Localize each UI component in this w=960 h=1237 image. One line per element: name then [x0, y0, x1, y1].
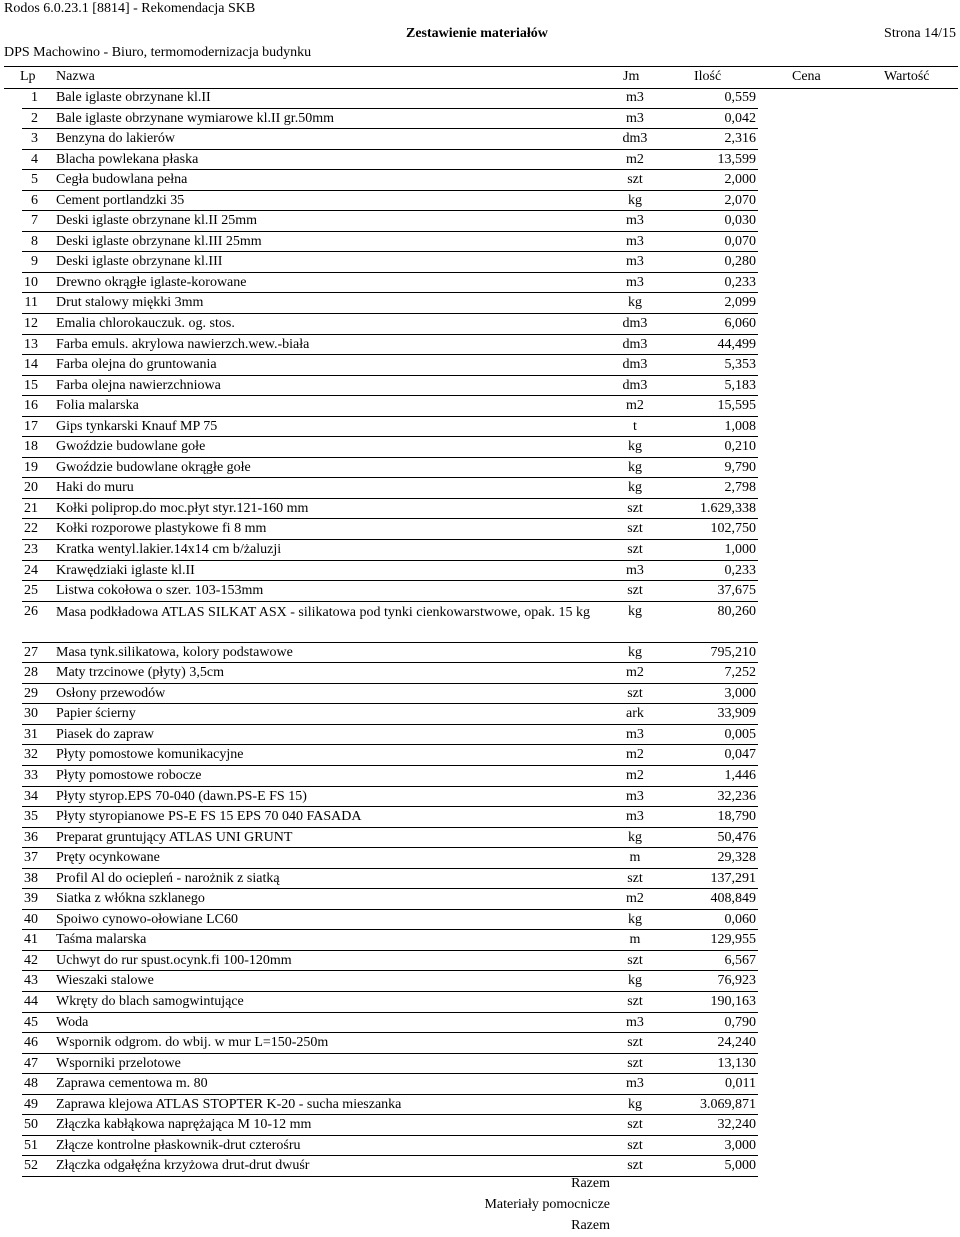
row-name: Zaprawa klejowa ATLAS STOPTER K-20 - sucha mieszanka	[56, 1096, 402, 1112]
row-name: Siatka z włókna szklanego	[56, 891, 205, 907]
row-name: Zaprawa cementowa m. 80	[56, 1076, 208, 1092]
row-unit: kg	[628, 459, 642, 475]
row-quantity: 24,240	[717, 1035, 756, 1051]
row-name: Płyty pomostowe robocze	[56, 767, 202, 783]
row-quantity: 32,240	[717, 1117, 756, 1133]
row-unit: szt	[627, 1035, 643, 1051]
row-lp: 14	[24, 357, 38, 373]
table-row	[22, 971, 758, 992]
row-quantity: 2,099	[724, 295, 756, 311]
table-row	[22, 643, 758, 664]
row-name: Cement portlandzki 35	[56, 192, 185, 208]
row-lp: 11	[24, 295, 38, 311]
row-name: Bale iglaste obrzynane kl.II	[56, 90, 211, 105]
row-lp: 6	[31, 192, 38, 208]
row-name: Drut stalowy miękki 3mm	[56, 295, 204, 311]
app-title: Rodos 6.0.23.1 [8814] - Rekomendacja SKB	[4, 1, 256, 16]
row-lp: 43	[24, 973, 38, 989]
row-quantity: 32,236	[717, 788, 756, 804]
row-unit: szt	[627, 1158, 643, 1174]
row-unit: dm3	[622, 336, 648, 352]
row-quantity: 3.069,871	[700, 1096, 756, 1112]
row-lp: 49	[24, 1096, 38, 1112]
row-quantity: 80,260	[717, 603, 756, 619]
row-lp: 38	[24, 870, 38, 886]
table-row	[22, 519, 758, 540]
row-name: Osłony przewodów	[56, 685, 166, 701]
row-lp: 30	[24, 706, 38, 722]
row-unit: kg	[628, 603, 642, 619]
row-name: Woda	[56, 1014, 89, 1030]
row-quantity: 2,070	[724, 192, 756, 208]
table-row	[22, 88, 758, 109]
row-name: Wkręty do blach samogwintujące	[56, 993, 244, 1009]
row-lp: 41	[24, 932, 38, 948]
row-quantity: 2,798	[724, 480, 756, 496]
row-lp: 5	[31, 172, 38, 188]
row-unit: m2	[626, 398, 644, 414]
row-name: Pręty ocynkowane	[56, 850, 160, 866]
table-row	[22, 561, 758, 582]
row-lp: 21	[24, 500, 38, 516]
row-name: Płyty pomostowe komunikacyjne	[56, 747, 244, 763]
row-unit: dm3	[622, 131, 648, 147]
row-name: Maty trzcinowe (płyty) 3,5cm	[56, 665, 224, 681]
row-quantity: 37,675	[717, 583, 756, 599]
row-unit: kg	[628, 829, 642, 845]
row-lp: 20	[24, 480, 38, 496]
row-quantity: 0,233	[724, 274, 756, 290]
row-name: Haki do muru	[56, 480, 134, 496]
row-quantity: 0,030	[724, 213, 756, 229]
row-unit: kg	[628, 480, 642, 496]
row-quantity: 0,210	[724, 439, 756, 455]
row-quantity: 50,476	[717, 829, 756, 845]
row-quantity: 1,446	[724, 767, 756, 783]
table-row	[22, 828, 758, 849]
row-unit: szt	[627, 870, 643, 886]
row-lp: 25	[24, 583, 38, 599]
document-title: Zestawienie materiałów	[406, 26, 548, 41]
row-quantity: 13,599	[717, 151, 756, 167]
row-quantity: 2,316	[724, 131, 756, 147]
row-unit: m2	[626, 665, 644, 681]
table-row	[22, 109, 758, 130]
table-row	[22, 458, 758, 479]
row-unit: m3	[626, 1014, 644, 1030]
row-lp: 7	[31, 213, 38, 229]
row-lp: 24	[24, 562, 38, 578]
table-row	[22, 663, 758, 684]
row-unit: t	[633, 418, 637, 434]
row-unit: szt	[627, 1055, 643, 1071]
row-name: Kratka wentyl.lakier.14x14 cm b/żaluzji	[56, 542, 282, 558]
row-lp: 44	[24, 993, 38, 1009]
row-quantity: 2,000	[724, 172, 756, 188]
table-row	[22, 869, 758, 890]
row-quantity: 1,008	[724, 418, 756, 434]
row-unit: szt	[627, 583, 643, 599]
row-unit: m3	[626, 726, 644, 742]
row-lp: 50	[24, 1117, 38, 1133]
row-name: Kołki poliprop.do moc.płyt styr.121-160 mm	[56, 500, 309, 516]
row-unit: szt	[627, 993, 643, 1009]
row-quantity: 6,060	[724, 316, 756, 332]
table-row	[22, 602, 758, 643]
row-lp: 16	[24, 398, 38, 414]
row-quantity: 0,005	[724, 726, 756, 742]
col-header-name: Nazwa	[56, 69, 95, 84]
table-row	[22, 232, 758, 253]
row-lp: 1	[31, 90, 38, 105]
row-quantity: 15,595	[717, 398, 756, 414]
table-row	[22, 1033, 758, 1054]
table-row	[22, 1054, 758, 1075]
row-unit: dm3	[622, 377, 648, 393]
row-quantity: 1,000	[724, 542, 756, 558]
row-lp: 37	[24, 850, 38, 866]
aux-materials-label: Materiały pomocnicze	[484, 1197, 610, 1212]
row-unit: dm3	[622, 357, 648, 373]
row-unit: m2	[626, 767, 644, 783]
row-quantity: 44,499	[717, 336, 756, 352]
row-lp: 8	[31, 233, 38, 249]
row-name: Spoiwo cynowo-ołowiane LC60	[56, 911, 238, 927]
row-unit: ark	[626, 706, 644, 722]
row-unit: szt	[627, 685, 643, 701]
row-name: Farba emuls. akrylowa nawierzch.wew.-biała	[56, 336, 310, 352]
row-name: Złącze kontrolne płaskownik-drut czterośru	[56, 1137, 301, 1153]
row-name: Profil Al do ociepleń - narożnik z siatką	[56, 870, 280, 886]
table-row	[22, 478, 758, 499]
table-row	[22, 376, 758, 397]
row-name: Kołki rozporowe plastykowe fi 8 mm	[56, 521, 267, 537]
table-row	[22, 499, 758, 520]
materials-table	[0, 88, 960, 1177]
row-quantity: 129,955	[710, 932, 756, 948]
row-lp: 19	[24, 459, 38, 475]
table-row	[22, 129, 758, 150]
row-quantity: 0,047	[724, 747, 756, 763]
row-unit: szt	[627, 521, 643, 537]
row-quantity: 29,328	[717, 850, 756, 866]
row-unit: kg	[628, 911, 642, 927]
row-quantity: 18,790	[717, 809, 756, 825]
row-name: Piasek do zapraw	[56, 726, 154, 742]
project-name: DPS Machowino - Biuro, termomodernizacja budynku	[4, 45, 312, 60]
row-quantity: 0,011	[725, 1076, 756, 1092]
table-row	[22, 211, 758, 232]
table-row	[22, 355, 758, 376]
row-unit: szt	[627, 952, 643, 968]
row-unit: m3	[626, 809, 644, 825]
row-lp: 33	[24, 767, 38, 783]
row-name: Farba olejna nawierzchniowa	[56, 377, 221, 393]
row-unit: m3	[626, 1076, 644, 1092]
row-quantity: 5,000	[724, 1158, 756, 1174]
table-row	[22, 745, 758, 766]
row-name: Emalia chlorokauczuk. og. stos.	[56, 316, 235, 332]
row-unit: m3	[626, 562, 644, 578]
page-number: Strona 14/15	[884, 26, 956, 41]
table-row	[22, 787, 758, 808]
table-row	[22, 684, 758, 705]
table-row	[22, 417, 758, 438]
row-unit: m3	[626, 213, 644, 229]
row-lp: 31	[24, 726, 38, 742]
row-name: Deski iglaste obrzynane kl.II 25mm	[56, 213, 258, 229]
row-unit: kg	[628, 644, 642, 660]
row-unit: m3	[626, 254, 644, 270]
table-row	[22, 437, 758, 458]
row-unit: kg	[628, 192, 642, 208]
row-name: Masa podkładowa ATLAS SILKAT ASX - silikatowa pod tynki cienkowarstwowe, opak. 15 kg	[56, 604, 591, 620]
row-name: Płyty styropianowe PS-E FS 15 EPS 70 040 FASADA	[56, 809, 362, 825]
row-lp: 4	[31, 151, 38, 167]
row-quantity: 0,042	[724, 110, 756, 126]
total-label-2: Razem	[571, 1218, 610, 1233]
row-name: Taśma malarska	[56, 932, 147, 948]
row-unit: szt	[627, 1137, 643, 1153]
row-unit: szt	[627, 172, 643, 188]
row-quantity: 1.629,338	[700, 500, 756, 516]
table-row	[22, 335, 758, 356]
table-row	[22, 992, 758, 1013]
row-quantity: 0,559	[724, 90, 756, 105]
row-name: Gwoździe budowlane gołe	[56, 439, 206, 455]
row-lp: 27	[24, 644, 38, 660]
row-lp: 29	[24, 685, 38, 701]
row-lp: 13	[24, 336, 38, 352]
table-row	[22, 889, 758, 910]
row-quantity: 0,060	[724, 911, 756, 927]
table-row	[22, 704, 758, 725]
row-unit: kg	[628, 295, 642, 311]
row-lp: 12	[24, 316, 38, 332]
row-lp: 32	[24, 747, 38, 763]
row-quantity: 5,353	[724, 357, 756, 373]
row-lp: 10	[24, 274, 38, 290]
table-row	[22, 1156, 758, 1177]
table-row	[22, 1074, 758, 1095]
row-unit: m2	[626, 151, 644, 167]
row-name: Papier ścierny	[56, 706, 136, 722]
row-unit: m	[629, 850, 641, 866]
row-name: Benzyna do lakierów	[56, 131, 175, 147]
row-unit: m3	[626, 274, 644, 290]
row-lp: 18	[24, 439, 38, 455]
row-unit: kg	[628, 973, 642, 989]
row-name: Krawędziaki iglaste kl.II	[56, 562, 195, 578]
col-header-value: Wartość	[884, 69, 930, 84]
row-name: Bale iglaste obrzynane wymiarowe kl.II gr.50mm	[56, 110, 334, 126]
table-row	[22, 191, 758, 212]
row-lp: 52	[24, 1158, 38, 1174]
row-lp: 51	[24, 1137, 38, 1153]
row-unit: m	[629, 932, 641, 948]
table-header	[0, 66, 960, 88]
table-row	[22, 273, 758, 294]
row-lp: 45	[24, 1014, 38, 1030]
row-unit: m3	[626, 788, 644, 804]
table-row	[22, 314, 758, 335]
table-row	[22, 150, 758, 171]
row-quantity: 0,070	[724, 233, 756, 249]
row-unit: szt	[627, 542, 643, 558]
row-lp: 15	[24, 377, 38, 393]
row-lp: 34	[24, 788, 38, 804]
row-unit: m3	[626, 110, 644, 126]
table-row	[22, 1095, 758, 1116]
table-row	[22, 930, 758, 951]
row-quantity: 33,909	[717, 706, 756, 722]
row-lp: 17	[24, 418, 38, 434]
row-quantity: 137,291	[710, 870, 756, 886]
table-row	[22, 910, 758, 931]
row-lp: 46	[24, 1035, 38, 1051]
table-row	[22, 581, 758, 602]
row-lp: 35	[24, 809, 38, 825]
row-quantity: 190,163	[710, 993, 756, 1009]
row-unit: szt	[627, 1117, 643, 1133]
row-unit: kg	[628, 1096, 642, 1112]
row-unit: kg	[628, 439, 642, 455]
row-name: Folia malarska	[56, 398, 139, 414]
row-quantity: 408,849	[710, 891, 756, 907]
row-unit: m3	[626, 233, 644, 249]
row-name: Deski iglaste obrzynane kl.III 25mm	[56, 233, 262, 249]
row-quantity: 0,233	[724, 562, 756, 578]
row-name: Gwoździe budowlane okrągłe gołe	[56, 459, 251, 475]
row-quantity: 6,567	[724, 952, 756, 968]
row-lp: 23	[24, 542, 38, 558]
row-lp: 36	[24, 829, 38, 845]
row-quantity: 0,280	[724, 254, 756, 270]
table-row	[22, 1115, 758, 1136]
row-lp: 42	[24, 952, 38, 968]
row-name: Masa tynk.silikatowa, kolory podstawowe	[56, 644, 293, 660]
table-row	[22, 170, 758, 191]
col-header-qty: Ilość	[694, 69, 722, 84]
total-label-1: Razem	[571, 1176, 610, 1191]
table-row	[22, 725, 758, 746]
col-header-price: Cena	[792, 69, 821, 84]
row-unit: m2	[626, 747, 644, 763]
row-lp: 40	[24, 911, 38, 927]
row-name: Wieszaki stalowe	[56, 973, 154, 989]
row-unit: dm3	[622, 316, 648, 332]
row-quantity: 102,750	[710, 521, 756, 537]
row-name: Deski iglaste obrzynane kl.III	[56, 254, 223, 270]
row-lp: 48	[24, 1076, 38, 1092]
row-quantity: 0,790	[724, 1014, 756, 1030]
row-name: Gips tynkarski Knauf MP 75	[56, 418, 218, 434]
row-lp: 9	[31, 254, 38, 270]
row-quantity: 3,000	[724, 685, 756, 701]
table-row	[22, 540, 758, 561]
table-row	[22, 1136, 758, 1157]
row-quantity: 5,183	[724, 377, 756, 393]
table-row	[22, 807, 758, 828]
row-name: Uchwyt do rur spust.ocynk.fi 100-120mm	[56, 952, 292, 968]
row-lp: 2	[31, 110, 38, 126]
row-name: Wsporniki przelotowe	[56, 1055, 181, 1071]
table-row	[22, 951, 758, 972]
row-lp: 3	[31, 131, 38, 147]
row-quantity: 76,923	[717, 973, 756, 989]
row-name: Wspornik odgrom. do wbij. w mur L=150-250m	[56, 1035, 329, 1051]
col-header-jm: Jm	[623, 69, 640, 84]
col-header-lp: Lp	[20, 69, 36, 84]
row-quantity: 795,210	[710, 644, 756, 660]
table-row	[22, 1013, 758, 1034]
row-lp: 26	[24, 603, 38, 619]
row-name: Złączka odgałęźna krzyżowa drut-drut dwuśr	[56, 1158, 310, 1174]
table-row	[22, 848, 758, 869]
row-name: Farba olejna do gruntowania	[56, 357, 217, 373]
row-name: Złączka kabłąkowa naprężająca M 10-12 mm	[56, 1117, 312, 1133]
row-lp: 39	[24, 891, 38, 907]
row-name: Drewno okrągłe iglaste-korowane	[56, 274, 247, 290]
row-quantity: 13,130	[717, 1055, 756, 1071]
row-name: Płyty styrop.EPS 70-040 (dawn.PS-E FS 15)	[56, 788, 307, 804]
row-name: Listwa cokołowa o szer. 103-153mm	[56, 583, 264, 599]
row-lp: 28	[24, 665, 38, 681]
row-unit: m3	[626, 90, 644, 105]
row-name: Cegła budowlana pełna	[56, 172, 188, 188]
table-row	[22, 252, 758, 273]
row-quantity: 3,000	[724, 1137, 756, 1153]
row-lp: 47	[24, 1055, 38, 1071]
row-quantity: 9,790	[724, 459, 756, 475]
row-unit: m2	[626, 891, 644, 907]
row-name: Preparat gruntujący ATLAS UNI GRUNT	[56, 829, 293, 845]
table-row	[22, 766, 758, 787]
table-row	[22, 293, 758, 314]
table-row	[22, 396, 758, 417]
row-quantity: 7,252	[724, 665, 756, 681]
row-name: Blacha powlekana płaska	[56, 151, 199, 167]
row-unit: szt	[627, 500, 643, 516]
row-lp: 22	[24, 521, 38, 537]
